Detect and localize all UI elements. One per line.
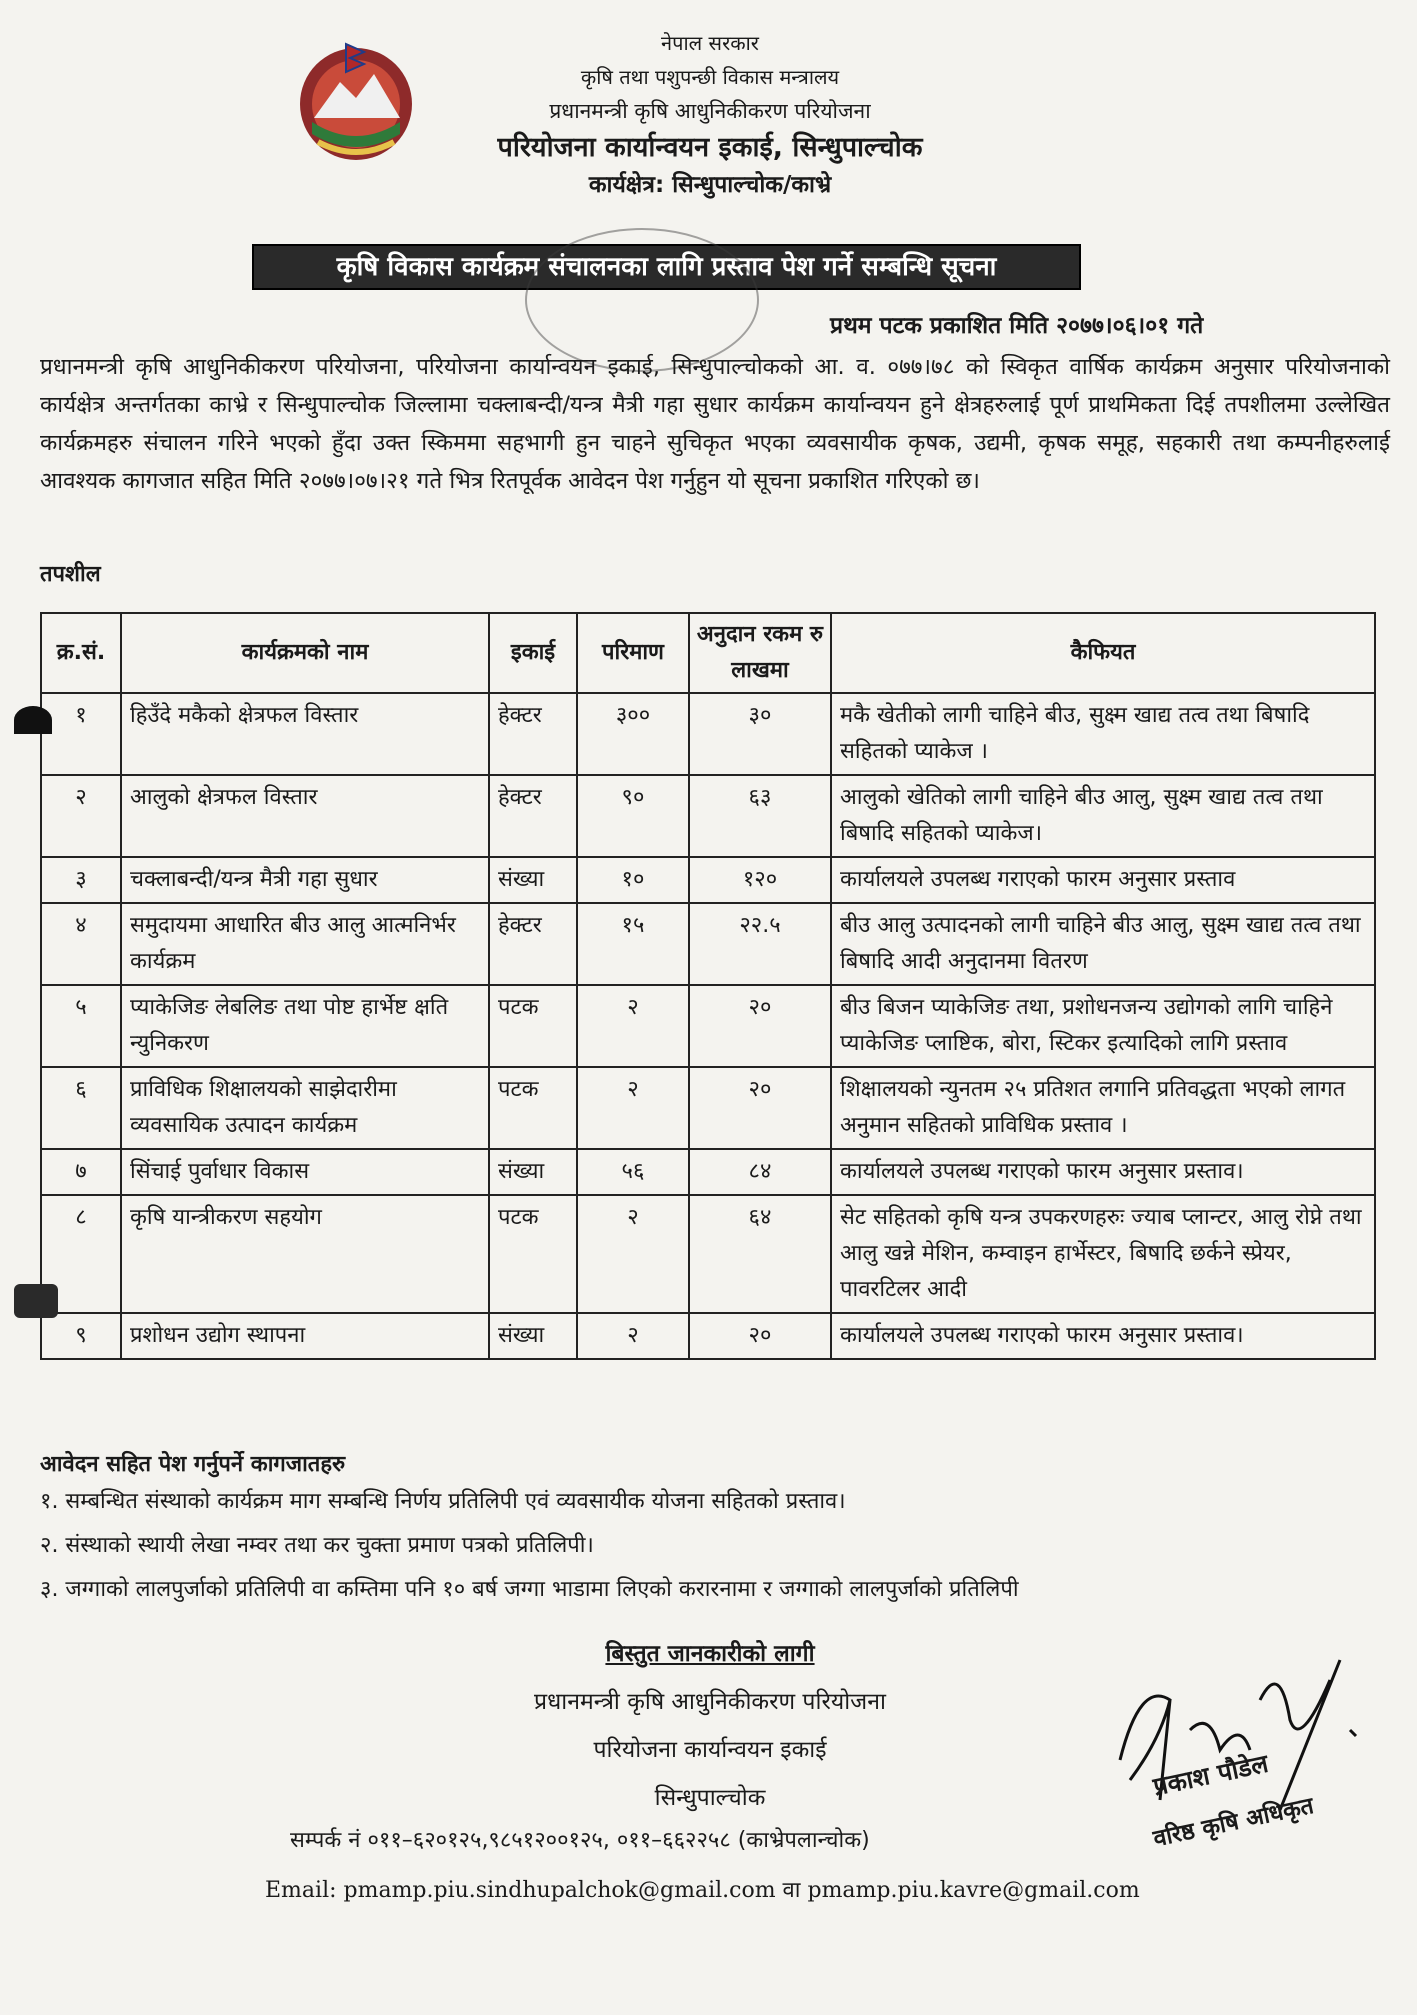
cell-name: प्याकेजिङ लेबलिङ तथा पोष्ट हार्भेष्ट क्षति न्युनिकरण <box>121 985 489 1067</box>
header-qty: परिमाण <box>577 613 689 693</box>
header-grant: अनुदान रकम रु लाखमा <box>689 613 831 693</box>
cell-remark: मकै खेतीको लागी चाहिने बीउ, सुक्ष्म खाद्य तत्व तथा बिषादि सहितको प्याकेज । <box>831 693 1375 775</box>
cell-sn: ८ <box>41 1195 121 1313</box>
cell-name: कृषि यान्त्रीकरण सहयोग <box>121 1195 489 1313</box>
cell-name: चक्लाबन्दी/यन्त्र मैत्री गहा सुधार <box>121 857 489 903</box>
ministry-name: कृषि तथा पशुपन्छी विकास मन्त्रालय <box>580 65 840 89</box>
intro-paragraph: प्रधानमन्त्री कृषि आधुनिकीकरण परियोजना, परियोजना कार्यान्वयन इकाई, सिन्धुपाल्चोकको आ. व. ०७७।७८ को स्विकृत वार्षिक कार्यक्रम अनुसार परियोजनाको कार्यक्षेत्र अन्तर्गतका काभ्रे र सिन्धुपाल्चोक जिल्लामा चक्लाबन्दी/यन्त्र मैत्री गहा सुधार कार्यक्रम कार्यान्वयन हुने क्षेत्रहरुलाई पूर्ण प्राथमिकता दिई तपशीलमा उल्लेखित कार्यक्रमहरु संचालन गरिने भएको हुँदा उक्त स्किममा सहभागी हुन चाहने सुचिकृत भएका व्यवसायीक कृषक, उद्यमी, कृषक समूह, सहकारी तथा कम्पनीहरुलाई आवश्यक कागजात सहित मिति २०७७।०७।२१ गते भित्र रितपूर्वक आवेदन पेश गर्नुहुन यो सूचना प्रकाशित गरिएको छ। <box>40 354 1390 494</box>
list-item: २. संस्थाको स्थायी लेखा नम्वर तथा कर चुक्ता प्रमाण पत्रको प्रतिलिपी। <box>40 1533 594 1558</box>
cell-qty: ९० <box>577 775 689 857</box>
cell-unit: हेक्टर <box>489 903 577 985</box>
work-area: कार्यक्षेत्र: सिन्धुपाल्चोक/काभ्रे <box>588 172 832 198</box>
cell-grant: ३० <box>689 693 831 775</box>
cell-unit: पटक <box>489 985 577 1067</box>
contact-numbers: सम्पर्क नं ०११–६२०१२५,९८५१२००१२५, ०११–६६२२५८ (काभ्रेपलान्चोक) <box>290 1828 870 1853</box>
cell-grant: २० <box>689 1067 831 1149</box>
documents-heading: आवेदन सहित पेश गर्नुपर्ने कागजातहरु <box>40 1452 346 1477</box>
footer-block <box>430 1630 990 1822</box>
list-item: १. सम्बन्धित संस्थाको कार्यक्रम माग सम्बन्धि निर्णय प्रतिलिपी एवं व्यवसायीक योजना सहितको प्रस्ताव। <box>40 1489 846 1514</box>
cell-remark: कार्यालयले उपलब्ध गराएको फारम अनुसार प्रस्ताव। <box>831 1149 1375 1195</box>
cell-unit: हेक्टर <box>489 693 577 775</box>
cell-grant: ६४ <box>689 1195 831 1313</box>
table-row <box>41 1195 1375 1313</box>
cell-qty: २ <box>577 1313 689 1359</box>
header-sn: क्र.सं. <box>41 613 121 693</box>
cell-remark: बीउ बिजन प्याकेजिङ तथा, प्रशोधनजन्य उद्योगको लागि चाहिने प्याकेजिङ प्लाष्टिक, बोरा, स्टिकर इत्यादिको लागि प्रस्ताव <box>831 985 1375 1067</box>
cell-sn: ६ <box>41 1067 121 1149</box>
project-name: प्रधानमन्त्री कृषि आधुनिकीकरण परियोजना <box>549 99 871 123</box>
cell-remark: शिक्षालयको न्युनतम २५ प्रतिशत लगानि प्रतिवद्धता भएको लागत अनुमान सहितको प्राविधिक प्रस्ताव । <box>831 1067 1375 1149</box>
cell-remark: कार्यालयले उपलब्ध गराएको फारम अनुसार प्रस्ताव <box>831 857 1375 903</box>
table-row <box>41 857 1375 903</box>
notice-title-banner: कृषि विकास कार्यक्रम संचालनका लागि प्रस्ताव पेश गर्ने सम्बन्धि सूचना <box>252 244 1081 290</box>
cell-name: हिउँदे मकैको क्षेत्रफल विस्तार <box>121 693 489 775</box>
cell-name: आलुको क्षेत्रफल विस्तार <box>121 775 489 857</box>
table-row <box>41 775 1375 857</box>
cell-qty: १५ <box>577 903 689 985</box>
cell-unit: संख्या <box>489 857 577 903</box>
cell-unit: संख्या <box>489 1313 577 1359</box>
unit-name: परियोजना कार्यान्वयन इकाई, सिन्धुपाल्चोक <box>497 132 923 163</box>
cell-name: समुदायमा आधारित बीउ आलु आत्मनिर्भर कार्यक्रम <box>121 903 489 985</box>
cell-remark: कार्यालयले उपलब्ध गराएको फारम अनुसार प्रस्ताव। <box>831 1313 1375 1359</box>
signatory-name: प्रकाश पौडेल <box>1150 1748 1271 1802</box>
punch-hole-mark-icon <box>14 1284 58 1318</box>
cell-remark: आलुको खेतिको लागी चाहिने बीउ आलु, सुक्ष्म खाद्य तत्व तथा बिषादि सहितको प्याकेज। <box>831 775 1375 857</box>
cell-grant: २० <box>689 985 831 1067</box>
table-row <box>41 1313 1375 1359</box>
cell-qty: १० <box>577 857 689 903</box>
cell-unit: हेक्टर <box>489 775 577 857</box>
more-info-heading: बिस्तुत जानकारीको लागी <box>605 1641 815 1667</box>
cell-qty: ५६ <box>577 1149 689 1195</box>
cell-unit: पटक <box>489 1067 577 1149</box>
program-table <box>40 612 1376 1360</box>
cell-qty: २ <box>577 985 689 1067</box>
punch-hole-mark-icon <box>14 706 52 734</box>
details-heading: तपशील <box>40 562 101 587</box>
cell-name: प्रशोधन उद्योग स्थापना <box>121 1313 489 1359</box>
cell-name: प्राविधिक शिक्षालयको साझेदारीमा व्यवसायिक उत्पादन कार्यक्रम <box>121 1067 489 1149</box>
cell-remark: सेट सहितको कृषि यन्त्र उपकरणहरुः ज्याब प्लान्टर, आलु रोप्ने तथा आलु खन्ने मेशिन, कम्वाइन हार्भेस्टर, बिषादि छर्कने स्प्रेयर, पावरटिलर आदी <box>831 1195 1375 1313</box>
publish-date: प्रथम पटक प्रकाशित मिति २०७७।०६।०१ गते <box>830 313 1204 339</box>
government-name: नेपाल सरकार <box>661 31 759 55</box>
table-header-row <box>41 613 1375 693</box>
cell-sn: ४ <box>41 903 121 985</box>
footer-project: प्रधानमन्त्री कृषि आधुनिकीकरण परियोजना <box>534 1689 886 1715</box>
cell-grant: २० <box>689 1313 831 1359</box>
cell-grant: १२० <box>689 857 831 903</box>
cell-sn: ७ <box>41 1149 121 1195</box>
cell-grant: २२.५ <box>689 903 831 985</box>
footer-unit: परियोजना कार्यान्वयन इकाई <box>593 1737 827 1763</box>
header-name: कार्यक्रमको नाम <box>121 613 489 693</box>
table-row <box>41 693 1375 775</box>
cell-grant: ८४ <box>689 1149 831 1195</box>
header-unit: इकाई <box>489 613 577 693</box>
letterhead <box>360 26 1060 202</box>
contact-email: Email: pmamp.piu.sindhupalchok@gmail.com वा pmamp.piu.kavre@gmail.com <box>265 1878 1140 1903</box>
table-row <box>41 1149 1375 1195</box>
cell-sn: १ <box>41 693 121 775</box>
cell-name: सिंचाई पुर्वाधार विकास <box>121 1149 489 1195</box>
table-row <box>41 1067 1375 1149</box>
cell-unit: पटक <box>489 1195 577 1313</box>
signatory-title: वरिष्ठ कृषि अधिकृत <box>1151 1792 1316 1853</box>
header-remark: कैफियत <box>831 613 1375 693</box>
cell-sn: २ <box>41 775 121 857</box>
cell-qty: ३०० <box>577 693 689 775</box>
cell-qty: २ <box>577 1195 689 1313</box>
cell-sn: ५ <box>41 985 121 1067</box>
cell-grant: ६३ <box>689 775 831 857</box>
cell-unit: संख्या <box>489 1149 577 1195</box>
list-item: ३. जग्गाको लालपुर्जाको प्रतिलिपी वा कम्तिमा पनि १० बर्ष जग्गा भाडामा लिएको करारनामा र जग्गाको लालपुर्जाको प्रतिलिपी <box>40 1577 1019 1602</box>
cell-remark: बीउ आलु उत्पादनको लागी चाहिने बीउ आलु, सुक्ष्म खाद्य तत्व तथा बिषादि आदी अनुदानमा वितरण <box>831 903 1375 985</box>
cell-sn: ३ <box>41 857 121 903</box>
footer-district: सिन्धुपाल्चोक <box>654 1785 766 1811</box>
cell-qty: २ <box>577 1067 689 1149</box>
table-row <box>41 903 1375 985</box>
cell-sn: ९ <box>41 1313 121 1359</box>
documents-list <box>40 1480 1019 1612</box>
table-row <box>41 985 1375 1067</box>
